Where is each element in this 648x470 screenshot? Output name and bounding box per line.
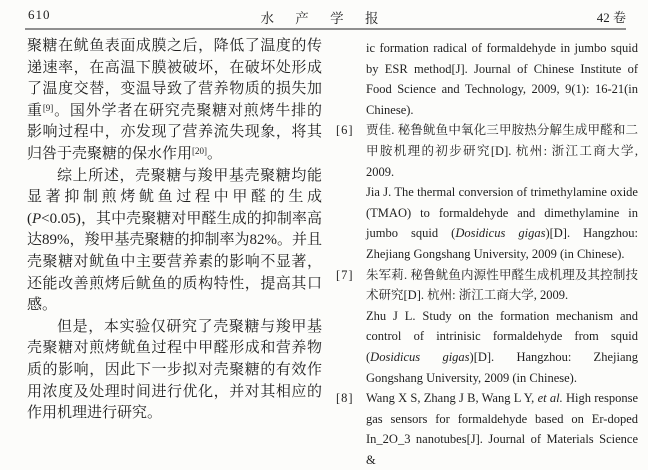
text-run: High response gas sensors for formaldehyde based on Er-doped In_2O_3 nanotubes[J]. Journal of Materials Science & xyxy=(366,391,639,467)
page-number: 610 xyxy=(28,7,51,22)
reference-text xyxy=(366,265,638,306)
text-run: 朱军莉. 秘鲁鱿鱼内源性甲醛生成机理及其控制技术研究[D]. 杭州: 浙江工商大学, 2009. xyxy=(366,267,638,303)
reference-item xyxy=(336,38,638,120)
text-run: Jia J. The thermal conversion of trimethylamine oxide (TMAO) to formaldehyde and dimethylamine in jumbo squid ( xyxy=(366,185,638,241)
text-run: Zhu J L. Study on the formation mechanism and control of intrinisic formaldehyde from squid ( xyxy=(366,308,638,364)
header-rule xyxy=(25,28,626,30)
text-run: Dosidicus gigas xyxy=(455,226,546,241)
text-run: 。国外学者在研究壳聚糖对煎烤牛排的影响过程中，亦发现了营养流失现象，将其归咎于壳聚糖的保水作用 xyxy=(27,102,322,162)
citation-superscript: [20] xyxy=(192,145,208,156)
text-run: )[D]. Hangzhou: Zhejiang Gongshang University, 2009 (in Chinese). xyxy=(366,226,638,261)
volume-label: 42 卷 xyxy=(596,10,626,25)
citation-superscript: [9] xyxy=(42,102,54,113)
text-run: 但是，本实验仅研究了壳聚糖与羧甲基壳聚糖对煎烤鱿鱼过程中甲醛形成和营养物质的影响，因此下一步拟对壳聚糖的有效作用浓度及处理时间进行优化，并对其相应的作用机理进行研究。 xyxy=(27,318,322,422)
paragraph xyxy=(27,166,322,317)
reference-text xyxy=(366,388,638,470)
text-run: )[D]. Hangzhou: Zhejiang Gongshang University, 2009 (in Chinese). xyxy=(366,349,638,385)
left-column xyxy=(27,36,322,425)
paragraph xyxy=(27,317,322,425)
reference-item xyxy=(336,388,638,470)
paragraph xyxy=(27,36,322,166)
reference-item xyxy=(336,265,638,389)
text-run: Dosidicus gigas xyxy=(370,349,470,364)
text-run: 综上所述，壳聚糖与羧甲基壳聚糖均能显著抑制煎烤鱿鱼过程中甲醛的生成( xyxy=(27,167,322,227)
reference-text xyxy=(366,38,638,120)
reference-number xyxy=(336,38,366,120)
references-column xyxy=(336,38,638,470)
text-run: Wang X S, Zhang J B, Wang L Y, xyxy=(366,391,538,406)
reference-body xyxy=(366,388,638,470)
reference-item xyxy=(336,120,638,264)
text-run: ic formation radical of formaldehyde in jumbo squid by ESR method[J]. Journal of Chinese Institute of Food Science and Technology, 2009, 9(1): 16-21(in Chinese). xyxy=(366,41,638,117)
reference-number: [8] xyxy=(336,391,354,406)
reference-text xyxy=(366,120,638,182)
reference-body xyxy=(366,265,638,389)
reference-number: [6] xyxy=(336,123,354,138)
journal-title: 水 产 学 报 xyxy=(260,11,388,26)
text-run: P xyxy=(32,210,42,227)
text-run: et al. xyxy=(537,391,563,406)
text-run: 聚糖在鱿鱼表面成膜之后，降低了温度的传递速率，在高温下膜被破坏，在破坏处形成了温度交替，变温导致了营养物质的损失加重 xyxy=(27,38,322,119)
text-run: 贾佳. 秘鲁鱿鱼中氧化三甲胺热分解生成甲醛和二甲胺机理的初步研究[D]. 杭州: 浙江工商大学, 2009. xyxy=(366,123,638,179)
reference-text xyxy=(366,182,638,264)
reference-body xyxy=(366,38,638,120)
reference-body xyxy=(366,120,638,264)
reference-text xyxy=(366,306,638,388)
reference-number: [7] xyxy=(336,267,354,282)
text-run: 。 xyxy=(207,145,223,162)
text-run: <0.05)，其中壳聚糖对甲醛生成的抑制率高达89%，羧甲基壳聚糖的抑制率为82%。并且壳聚糖对鱿鱼中主要营养素的影响不显著，还能改善煎烤后鱿鱼的质构特性，提高其口感。 xyxy=(27,210,322,314)
